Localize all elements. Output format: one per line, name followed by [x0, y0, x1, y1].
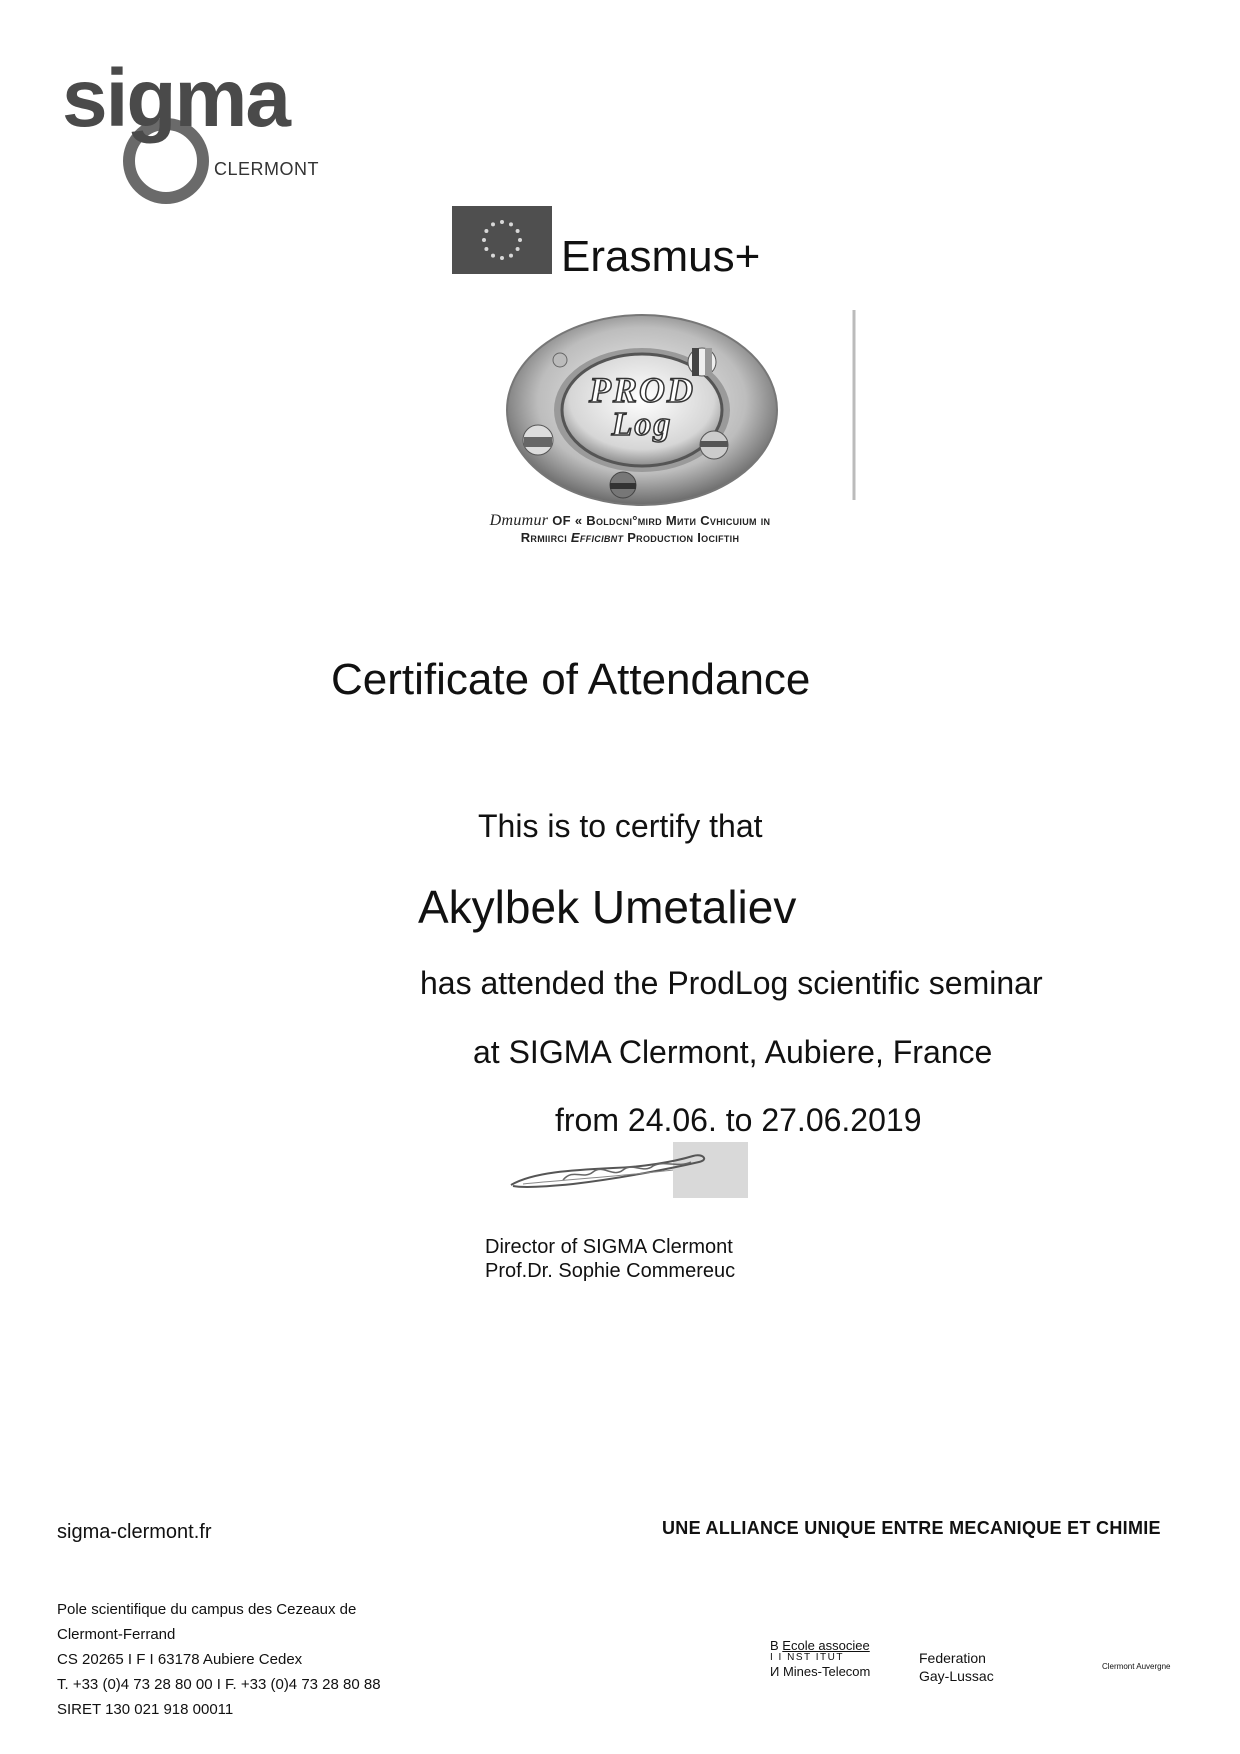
prodlog-emblem: [502, 300, 862, 510]
footer-alliance-tagline: UNE ALLIANCE UNIQUE ENTRE MECANIQUE ET CHIMIE: [662, 1518, 1161, 1538]
signatory-title: Director of SIGMA Clermont: [485, 1236, 733, 1258]
footer-address-line: T. +33 (0)4 73 28 80 00 I F. +33 (0)4 73 28 80 88: [57, 1676, 381, 1693]
eu-flag-icon: [452, 206, 552, 274]
certify-line: This is to certify that: [478, 808, 763, 844]
signatory-name: Prof.Dr. Sophie Commereuc: [485, 1260, 736, 1282]
footer-address-line: SIRET 130 021 918 00011: [57, 1701, 234, 1718]
clermont-auvergne-label: Clermont Auvergne: [1102, 1662, 1171, 1671]
footer-address-line: CS 20265 I F I 63178 Aubiere Cedex: [57, 1651, 303, 1668]
signature-image: [503, 1140, 753, 1200]
footer-website: sigma-clermont.fr: [57, 1521, 212, 1543]
prodlog-caption-line2-italic: Efficibnt: [570, 530, 624, 545]
erasmus-plus-label: Erasmus+: [561, 232, 761, 281]
federation-label: Federation: [919, 1650, 986, 1666]
prodlog-caption-line2-rest: Production Iociftih: [623, 530, 740, 545]
prodlog-emblem-line1: PROD: [589, 370, 695, 410]
location-line: at SIGMA Clermont, Aubiere, France: [473, 1034, 993, 1070]
attendee-name: Akylbek Umetaliev: [418, 881, 797, 933]
footer-address-line: Pole scientifique du campus des Cezeaux de: [57, 1601, 357, 1618]
prodlog-caption-line1-italic: Dmumur: [489, 512, 549, 529]
prodlog-caption-line2-prefix: Rrmiirci: [520, 530, 571, 545]
prodlog-emblem-text: [562, 372, 722, 442]
certificate-title: Certificate of Attendance: [331, 655, 811, 704]
mines-telecom-label: И Mines-Telecom: [770, 1664, 871, 1679]
sigma-logo-subtitle: CLERMONT: [214, 159, 320, 179]
gay-lussac-label: Gay-Lussac: [919, 1668, 994, 1684]
attended-line: has attended the ProdLog scientific seminar: [420, 965, 1043, 1001]
footer-address-line: Clermont-Ferrand: [57, 1626, 176, 1643]
ecole-label: Ecole associee: [782, 1638, 870, 1653]
institut-label: I I NST ITUT: [770, 1652, 844, 1663]
ecole-associee-label: [770, 1638, 870, 1653]
dates-line: from 24.06. to 27.06.2019: [555, 1102, 922, 1138]
prodlog-emblem-line2: Log: [611, 406, 673, 443]
prodlog-caption-line1: [440, 512, 820, 530]
prodlog-caption-line2: [440, 530, 820, 545]
prodlog-caption-line1-rest: OF « Boldcni°mird Мити Cvhicuium in: [548, 513, 771, 528]
sigma-logo-wordmark: sigma: [62, 53, 289, 144]
ecole-prefix: B: [770, 1638, 783, 1653]
